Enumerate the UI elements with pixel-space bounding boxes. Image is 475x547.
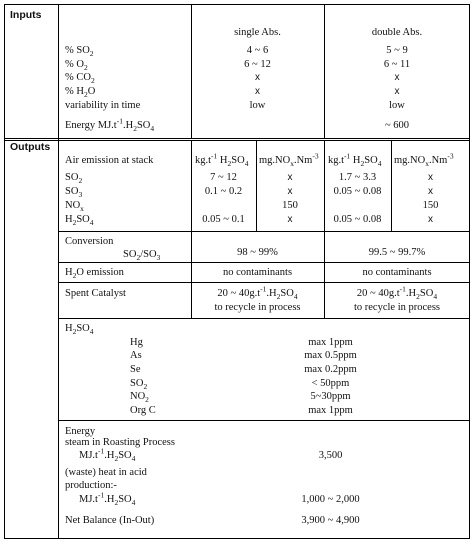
input-row-label: % $CO_2$ xyxy=(65,72,95,86)
input-double-value: low xyxy=(389,100,405,111)
impurity-name: $NO_2$ xyxy=(130,391,149,405)
input-single-value: x xyxy=(255,86,260,97)
spent-catalyst-single-line2: to recycle in process xyxy=(214,302,301,313)
emission-value: 150 xyxy=(422,200,439,211)
input-row-label: % $H_2O$ xyxy=(65,86,96,100)
emission-species-label: $SO_3$ xyxy=(65,186,83,200)
impurity-value: < 50ppm xyxy=(311,378,350,389)
energy-waste-label-1: (waste) heat in acid xyxy=(65,467,147,478)
impurity-name: Hg xyxy=(130,337,143,348)
input-row-label: % $O_2$ xyxy=(65,59,88,73)
emission-value: 0.05 ~ 0.08 xyxy=(333,214,382,225)
input-row-label: % $SO_2$ xyxy=(65,45,94,59)
impurity-value: max 0.2ppm xyxy=(304,364,357,375)
input-double-value: x xyxy=(394,86,400,97)
row-divider xyxy=(58,262,470,263)
input-row-label: variability in time xyxy=(65,100,141,111)
energy-steam-unit: $MJ.t^{-1}.H_2SO_4$ xyxy=(79,446,136,464)
input-double-value: 5 ~ 9 xyxy=(386,45,408,56)
emission-value: 150 xyxy=(282,200,298,211)
emission-value: 0.1 ~ 0.2 xyxy=(204,186,243,197)
input-single-value: x xyxy=(255,72,260,83)
energy-steam-value: 3,500 xyxy=(318,450,343,461)
input-double-value: ~ 600 xyxy=(384,120,410,131)
input-single-value: 4 ~ 6 xyxy=(246,45,269,56)
impurity-value: max 1ppm xyxy=(308,405,353,416)
impurity-name: Se xyxy=(130,364,141,375)
impurity-name: Org C xyxy=(130,405,156,416)
column-divider xyxy=(191,4,192,138)
unit-mg-header: $mg.NO_x.Nm^{-3}$ xyxy=(259,151,319,169)
column-divider xyxy=(324,4,325,138)
section-divider xyxy=(4,140,470,141)
conversion-sublabel: $SO_2/SO_3$ xyxy=(123,249,161,263)
h2o-single-value: no contaminants xyxy=(222,267,293,278)
h2o-emission-label: $H_2O$ emission xyxy=(65,267,124,281)
conversion-single-value: 98 ~ 99% xyxy=(237,247,278,258)
conversion-label: Conversion xyxy=(65,236,114,247)
unit-kg-header: $kg.t^{-1}$ $H_2SO_4$ xyxy=(195,151,249,169)
emission-value: x xyxy=(428,186,433,197)
energy-waste-label-2: production:- xyxy=(65,480,117,491)
impurity-name: $SO_2$ xyxy=(130,378,148,392)
conversion-double-value: 99.5 ~ 99.7% xyxy=(368,247,426,258)
row-divider xyxy=(58,231,470,232)
emission-value: 0.05 ~ 0.1 xyxy=(202,214,245,225)
energy-waste-value: 1,000 ~ 2,000 xyxy=(301,494,360,505)
impurity-name: As xyxy=(130,350,142,361)
spent-catalyst-double-line1: 20 ~ $40g.t^{-1}.H_2SO_4$ xyxy=(356,284,438,302)
row-divider xyxy=(58,318,470,319)
column-divider xyxy=(58,4,59,539)
h2o-double-value: no contaminants xyxy=(362,267,432,278)
input-single-value: low xyxy=(249,100,266,111)
unit-mg-header: $mg.NO_x.Nm^{-3}$ xyxy=(394,151,454,169)
emission-value: 1.7 ~ 3.3 xyxy=(338,172,377,183)
energy-waste-unit: $MJ.t^{-1}.H_2SO_4$ xyxy=(79,490,136,508)
input-double-value: 6 ~ 11 xyxy=(383,59,411,70)
emission-species-label: $H_2SO_4$ xyxy=(65,214,94,228)
emission-value: x xyxy=(428,214,433,225)
impurity-value: max 0.5ppm xyxy=(304,350,357,361)
emission-value: x xyxy=(287,172,293,183)
input-single-value: 6 ~ 12 xyxy=(244,59,271,70)
energy-steam-label: steam in Roasting Process xyxy=(65,437,175,448)
inputs-section-label: Inputs xyxy=(10,9,42,21)
emission-value: 0.05 ~ 0.08 xyxy=(333,186,382,197)
spent-catalyst-label: Spent Catalyst xyxy=(65,288,126,299)
h2so4-quality-label: $H_2SO_4$ xyxy=(65,323,94,337)
row-divider xyxy=(58,282,470,283)
spent-catalyst-double-line2: to recycle in process xyxy=(353,302,440,313)
emission-species-label: $NO_x$ xyxy=(65,200,84,214)
input-double-value: x xyxy=(394,72,400,83)
row-divider xyxy=(58,420,470,421)
input-row-label: Energy $MJ.t^{-1}.H_2SO_4$ xyxy=(65,116,155,134)
net-balance-label: Net Balance (In-Out) xyxy=(65,515,155,526)
section-divider xyxy=(4,138,470,139)
spent-catalyst-single-line1: 20 ~ $40g.t^{-1}.H_2SO_4$ xyxy=(217,284,298,302)
emission-value: x xyxy=(287,186,293,197)
outputs-section-label: Outputs xyxy=(10,141,51,153)
emission-value: x xyxy=(428,172,433,183)
air-emission-label: Air emission at stack xyxy=(65,155,154,166)
unit-kg-header: $kg.t^{-1}$ $H_2SO_4$ xyxy=(328,151,382,169)
net-balance-value: 3,900 ~ 4,900 xyxy=(301,515,360,526)
emission-value: x xyxy=(287,214,293,225)
energy-label: Energy xyxy=(65,426,96,437)
double-abs-header: double Abs. xyxy=(371,27,423,38)
emission-value: 7 ~ 12 xyxy=(210,172,237,183)
single-abs-header: single Abs. xyxy=(234,27,281,38)
emission-species-label: $SO_2$ xyxy=(65,172,83,186)
impurity-value: max 1ppm xyxy=(308,337,353,348)
impurity-value: 5~30ppm xyxy=(310,391,351,402)
